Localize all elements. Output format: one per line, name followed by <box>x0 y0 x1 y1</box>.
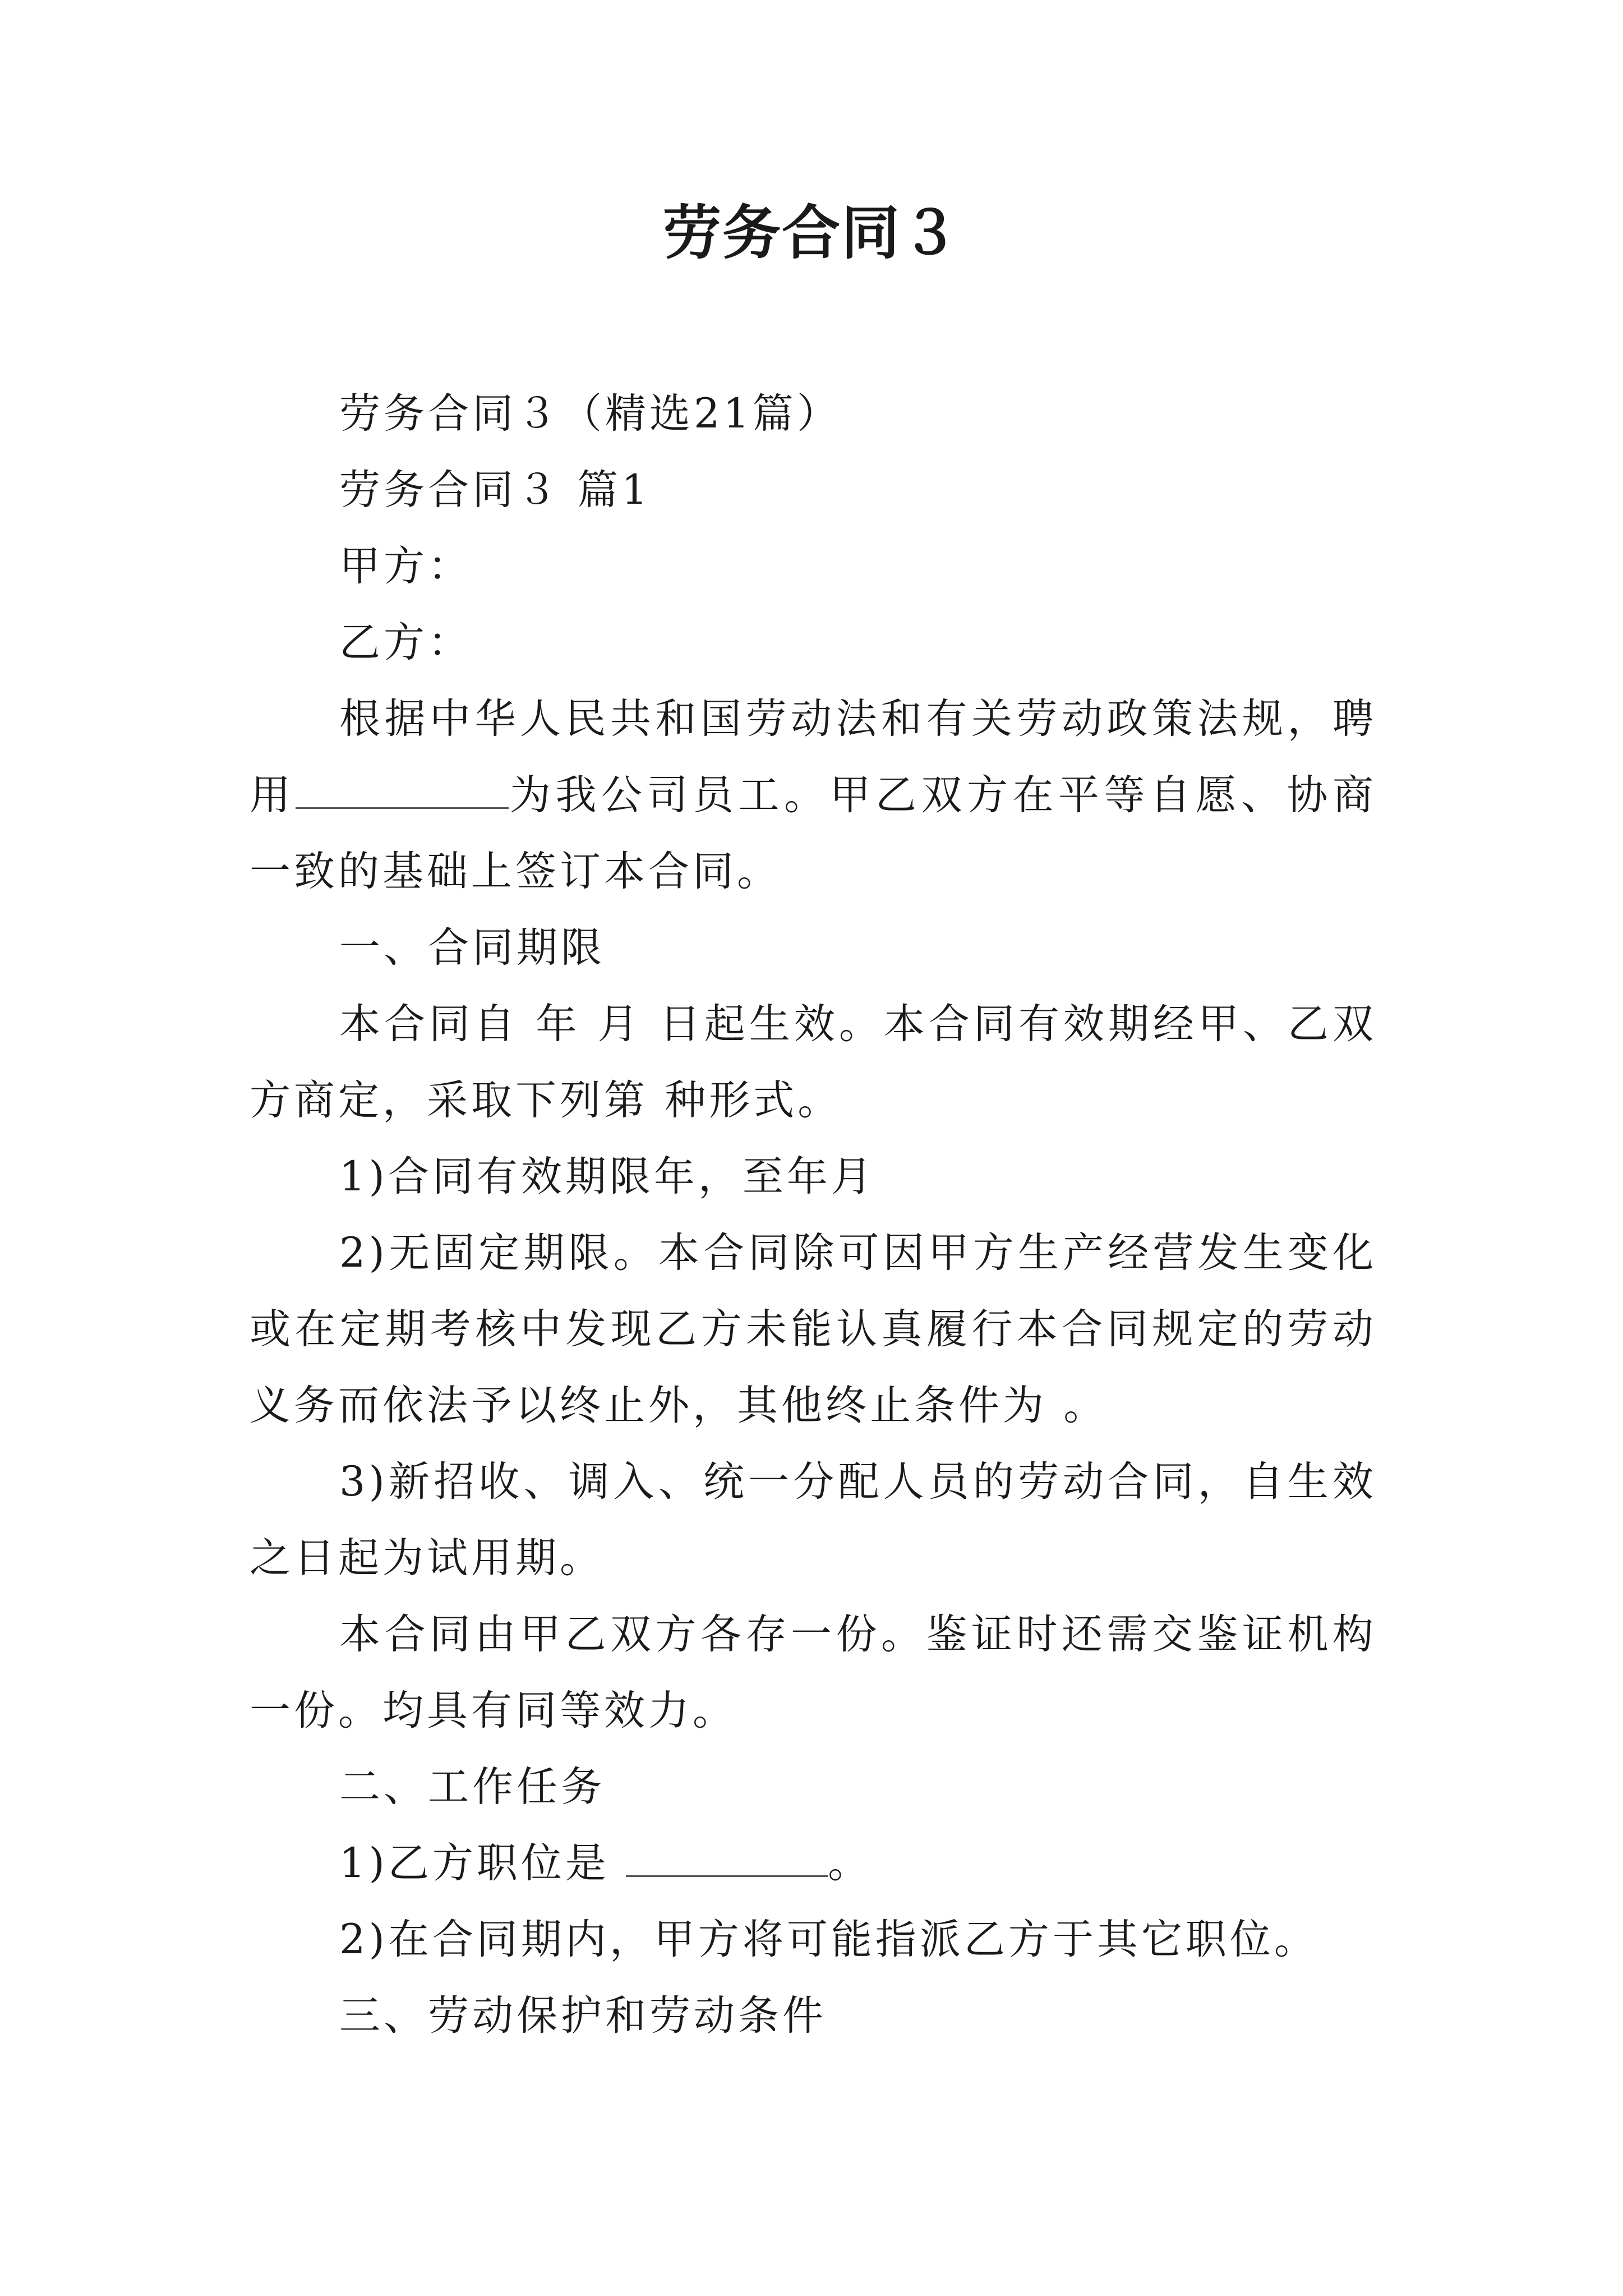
intro-paragraph <box>250 681 1377 910</box>
intro-text-part2: 为我公司员工。甲乙双方在平等自愿、协商一致的基础上签订本合同。 <box>250 771 1377 895</box>
party-a-label: 甲方： <box>339 542 472 590</box>
task-item-1-text: 1)乙方职位是 <box>339 1839 626 1887</box>
party-b-label: 乙方： <box>339 619 472 666</box>
term-item-1: 1)合同有效期限年，至年月 <box>339 1153 875 1200</box>
document-subtitle: 劳务合同３（精选21篇） <box>339 390 841 438</box>
intro-text-part1: 根据中华人民共和国劳动法和有关劳动政策法规，聘用 <box>250 695 1377 819</box>
task-item-2: 2)在合同期内，甲方将可能指派乙方于其它职位。 <box>339 1916 1318 1963</box>
employee-name-blank <box>296 807 509 809</box>
term-item-3: 3)新招收、调入、统一分配人员的劳动合同，自生效之日起为试用期。 <box>250 1458 1377 1582</box>
copies-paragraph: 本合同由甲乙双方各存一份。鉴证时还需交鉴证机构一份。均具有同等效力。 <box>250 1611 1377 1734</box>
task-item-1-end: 。 <box>828 1839 873 1887</box>
section-heading: 劳务合同３ 篇1 <box>339 466 651 514</box>
document-body <box>250 376 1377 2054</box>
term-item-2: 2)无固定期限。本合同除可因甲方生产经营发生变化或在定期考核中发现乙方未能认真履行本合同规定的劳动义务而依法予以终止外，其他终止条件为 。 <box>250 1229 1377 1429</box>
heading-work-tasks: 二、工作任务 <box>339 1763 605 1811</box>
term-paragraph: 本合同自 年 月 日起生效。本合同有效期经甲、乙双方商定，采取下列第 种形式。 <box>250 1000 1377 1124</box>
position-blank <box>626 1875 828 1877</box>
task-item-1 <box>250 1825 1377 1902</box>
heading-contract-term: 一、合同期限 <box>339 924 605 972</box>
document-title: 劳务合同３ <box>662 198 960 267</box>
heading-labor-protection: 三、劳动保护和劳动条件 <box>339 1992 827 2040</box>
